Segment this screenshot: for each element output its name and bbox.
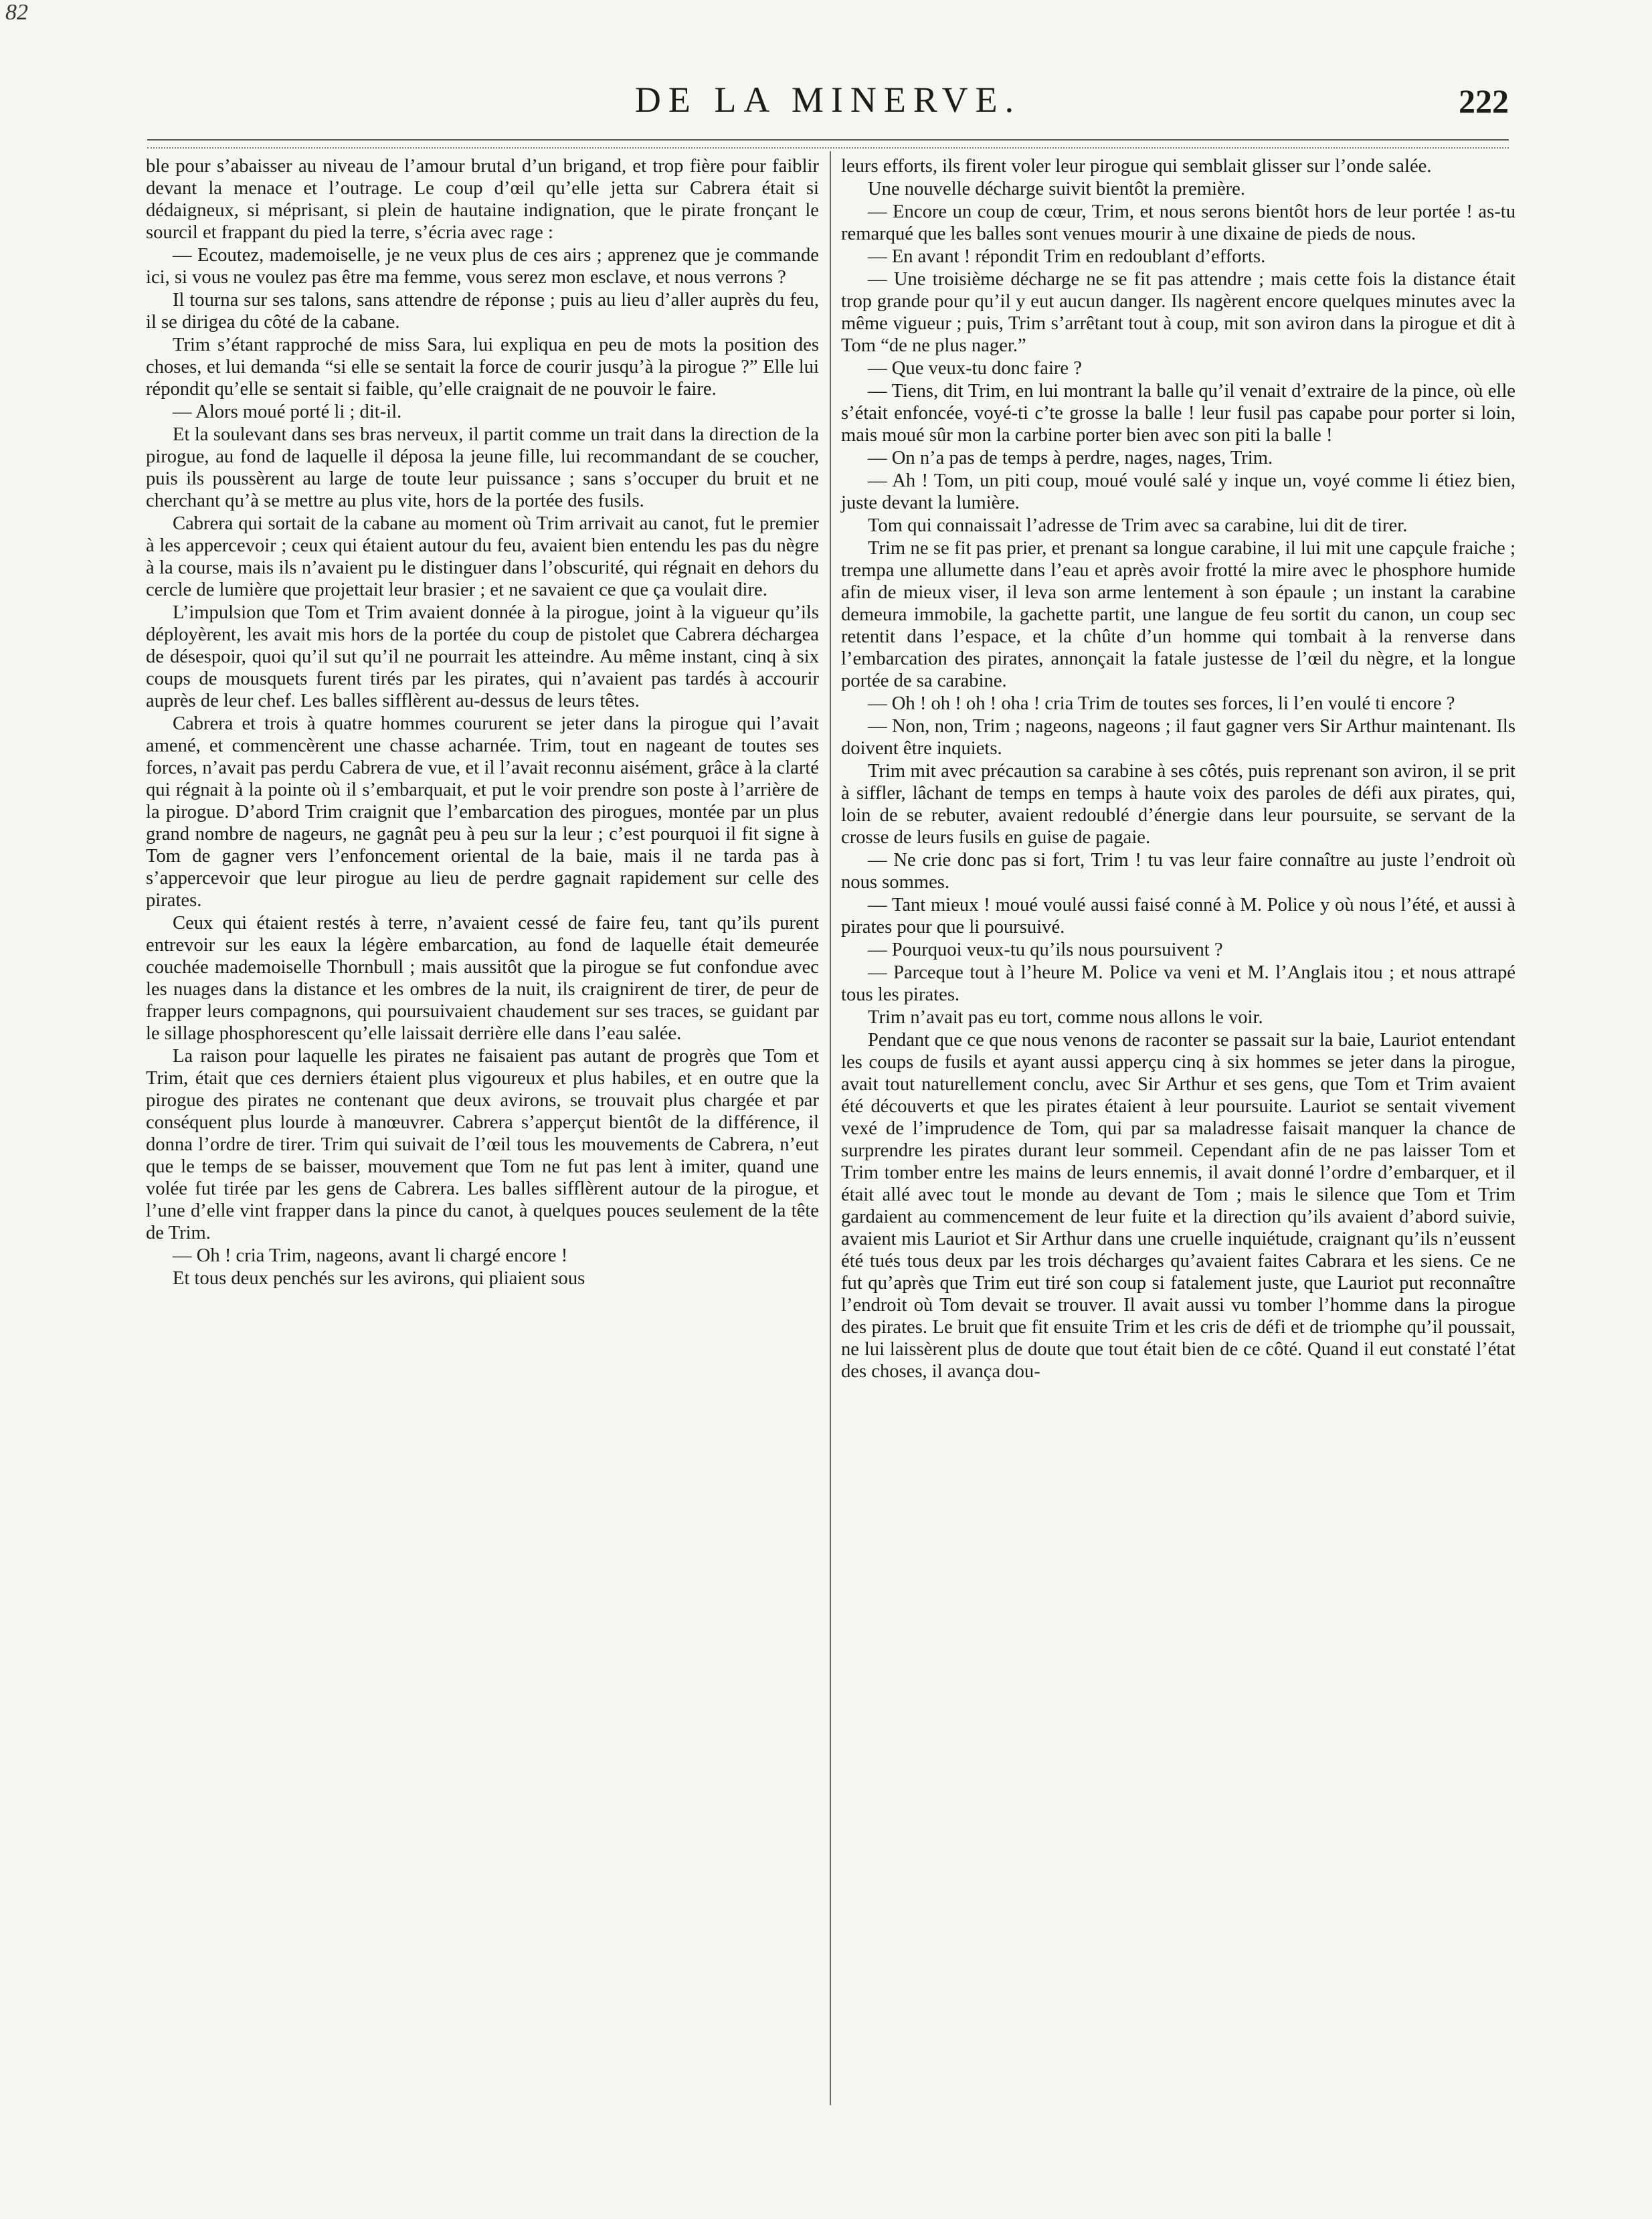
paragraph: — Tiens, dit Trim, en lui montrant la balle qu’il venait d’extraire de la pince, où elle s’était enfoncée, voyé-ti c’te grosse la balle ! leur fusil pas capabe pour porter si loin, mais moué sûr mon la carbine porter bien avec son piti la balle ! [841, 381, 1516, 446]
paragraph: — Que veux-tu donc faire ? [868, 358, 1082, 379]
paragraph: La raison pour laquelle les pirates ne faisaient pas autant de progrès que Tom et Trim, était que ces derniers étaient plus vigoureux et plus habiles, et en outre que la pirogue des pirates ne contenant que deux avirons, se trouvait plus chargée et par conséquent plus lourde à manœuvrer. Cabrera s’apperçut bientôt de la différence, il donna l’ordre de tirer. Trim qui suivait de l’œil tous les mouvements de Cabrera, n’eut que le temps de se baisser, mouvement que Tom ne fut pas lent à imiter, quand une volée fut tirée par les gens de Cabrera. Les balles sifflèrent autour de la pirogue, et l’une d’elle vint frapper dans la pince du canot, à quelques pouces seulement de la tête de Trim. [146, 1046, 819, 1243]
paragraph: — Une troisième décharge ne se fit pas attendre ; mais cette fois la distance était trop grande pour qu’il y eut aucun danger. Ils nagèrent encore quelques minutes avec la même vigueur ; puis, Trim s’arrêtant tout à coup, mit son aviron dans la pirogue et dit à Tom “de ne plus nager.” [841, 269, 1516, 356]
paragraph: Pendant que ce que nous venons de raconter se passait sur la baie, Lauriot entendant les coups de fusils et ayant aussi apperçu cinq à six hommes se jeter dans la pirogue, avait tout naturellement conclu, avec Sir Arthur et ses gens, que Tom et Trim avaient été découverts et que les pirates étaient à leur poursuite. Lauriot se sentait vivement vexé de l’imprudence de Tom, qui par sa maladresse faisait manquer la chance de surprendre les pirates durant leur sommeil. Cependant afin de ne pas laisser Tom et Trim tomber entre les mains de leurs ennemis, il avait donné l’ordre d’embarquer, et il était allé avec tout le monde au devant de Tom ; mais le silence que Tom et Trim gardaient au commencement de leur fuite et la direction qu’ils avaient d’abord suivie, avaient mis Lauriot et Sir Arthur dans une cruelle inquiétude, craignant qu’ils n’eussent été tués tous deux par les trois décharges qu’avaient faites Cabrara et les siens. Ce ne fut qu’après que Trim eut tiré son coup si fatalement juste, que Lauriot put reconnaître l’endroit où Tom devait se trouver. Il avait aussi vu tomber l’homme dans la pirogue des pirates. Le bruit que fit ensuite Trim et les cris de défi et de triomphe qu’il poussait, ne lui laissèrent plus de doute que tout était bien de ce côté. Quand il eut constaté l’état des choses, il avança dou- [841, 1030, 1516, 1382]
paragraph: — Non, non, Trim ; nageons, nageons ; il faut gagner vers Sir Arthur maintenant. Ils doivent être inquiets. [841, 716, 1516, 759]
margin-note: 82 [5, 0, 28, 25]
header-rule [147, 139, 1509, 149]
paragraph: — Oh ! oh ! oh ! oha ! cria Trim de toutes ses forces, li l’en voulé ti encore ? [868, 693, 1455, 714]
paragraph: L’impulsion que Tom et Trim avaient donnée à la pirogue, joint à la vigueur qu’ils déployèrent, les avait mis hors de la portée du coup de pistolet que Cabrera déchargea de désespoir, quoi qu’il sut qu’il ne pourrait les atteindre. Au même instant, cinq à six coups de mousquets furent tirés par les pirates, qui n’avaient pas tardés à accourir auprès de leur chef. Les balles sifflèrent au-dessus de leurs têtes. [146, 602, 819, 711]
paragraph: Cabrera et trois à quatre hommes coururent se jeter dans la pirogue qui l’avait amené, et commencèrent une chasse acharnée. Trim, tout en nageant de toutes ses forces, n’avait pas perdu Cabrera de vue, et il l’avait reconnu aisément, grâce à la clarté qui régnait à la pointe où il s’embarquait, et put le voir prendre son poste à l’arrière de la pirogue. D’abord Trim craignit que l’embarcation des pirogues, montée par un plus grand nombre de nageurs, ne gagnât peu à peu sur la leur ; c’est pourquoi il fit signe à Tom de gagner vers l’enfoncement oriental de la baie, mais il ne tarda pas à s’appercevoir que leur pirogue au lieu de perdre gagnait rapidement sur celle des pirates. [146, 713, 819, 911]
paragraph: Trim ne se fit pas prier, et prenant sa longue carabine, il lui mit une capçule fraiche ; trempa une allumette dans l’eau et après avoir frotté la mire avec le phosphore humide afin de mieux viser, il leva son arme lentement à son épaule ; un instant la carabine demeura immobile, la gachette partit, une langue de feu sortit du canon, un coup sec retentit dans l’espace, et la chûte d’un homme qui tombait à la renverse dans l’embarcation des pirates, annonçait la fatale justesse de l’œil du nègre, et la longue portée de sa carabine. [841, 538, 1516, 691]
running-title: DE LA MINERVE. [634, 80, 1022, 120]
paragraph: — Ah ! Tom, un piti coup, moué voulé salé y inque un, voyé comme li étiez bien, juste devant la lumière. [841, 470, 1516, 513]
paragraph: Tom qui connaissait l’adresse de Trim avec sa carabine, lui dit de tirer. [868, 515, 1408, 536]
left-column [146, 155, 819, 1290]
paragraph: Il tourna sur ses talons, sans attendre de réponse ; puis au lieu d’aller auprès du feu, il se dirigea du côté de la cabane. [146, 290, 819, 333]
paragraph: — Pourquoi veux-tu qu’ils nous poursuivent ? [868, 940, 1223, 960]
paragraph: — On n’a pas de temps à perdre, nages, nages, Trim. [868, 448, 1273, 468]
paragraph: — En avant ! répondit Trim en redoublant d’efforts. [868, 246, 1266, 267]
page-header [147, 79, 1509, 132]
page-number: 222 [1459, 82, 1509, 120]
paragraph: — Tant mieux ! moué voulé aussi faisé conné à M. Police y où nous l’été, et aussi à pirates pour que li poursuivé. [841, 895, 1516, 938]
paragraph: Trim mit avec précaution sa carabine à ses côtés, puis reprenant son aviron, il se prit à siffler, lâchant de temps en temps à haute voix des paroles de défi aux pirates, qui, loin de se rebuter, avaient redoublé d’énergie dans leur poursuite, se servant de la crosse de leurs fusils en guise de pagaie. [841, 761, 1516, 848]
paragraph: leurs efforts, ils firent voler leur pirogue qui semblait glisser sur l’onde salée. [841, 156, 1432, 177]
paragraph: ble pour s’abaisser au niveau de l’amour brutal d’un brigand, et trop fière pour faiblir devant la menace et l’outrage. Le coup d’œil qu’elle jetta sur Cabrera était si dédaigneux, si méprisant, si plein de hautaine indignation, que le pirate fronçant le sourcil et frappant du pied la terre, s’écria avec rage : [146, 156, 819, 243]
paragraph: Cabrera qui sortait de la cabane au moment où Trim arrivait au canot, fut le premier à les appercevoir ; ceux qui étaient autour du feu, avaient bien entendu les pas du nègre à la course, mais ils n’avaient pu le distinguer dans l’obscurité, qui régnait en dehors du cercle de lumière que projettait leur brasier ; et ne savaient ce que ça voulait dire. [146, 513, 819, 600]
paragraph: Et tous deux penchés sur les avirons, qui pliaient sous [173, 1268, 585, 1289]
paragraph: — Alors moué porté li ; dit-il. [173, 402, 402, 422]
paragraph: — Oh ! cria Trim, nageons, avant li chargé encore ! [173, 1245, 568, 1266]
paragraph: Ceux qui étaient restés à terre, n’avaient cessé de faire feu, tant qu’ils purent entrevoir sur les eaux la légère embarcation, au fond de laquelle était demeurée couchée mademoiselle Thornbull ; mais aussitôt que la pirogue se fut confondue avec les nuages dans la distance et les ombres de la nuit, ils craignirent de tirer, de peur de frapper leurs compagnons, qui poursuivaient chaudement sur ses traces, se guidant par le sillage phosphorescent qu’elle laissait derrière elle dans l’eau salée. [146, 913, 819, 1044]
paragraph: Et la soulevant dans ses bras nerveux, il partit comme un trait dans la direction de la pirogue, au fond de laquelle il déposa la jeune fille, lui recommandant de se coucher, puis ils poussèrent au large de toute leur puissance ; sans s’occuper du bruit et ne cherchant qu’à se mettre au plus vite, hors de la portée des fusils. [146, 424, 819, 511]
paragraph: — Encore un coup de cœur, Trim, et nous serons bientôt hors de leur portée ! as-tu remarqué que les balles sont venues mourir à une dixaine de pieds de nous. [841, 201, 1516, 244]
paragraph: — Ne crie donc pas si fort, Trim ! tu vas leur faire connaître au juste l’endroit où nous sommes. [841, 850, 1516, 893]
paragraph: Trim s’étant rapproché de miss Sara, lui expliqua en peu de mots la position des choses, et lui demanda “si elle se sentait la force de courir jusqu’à la pirogue ?” Elle lui répondit qu’elle se sentait si faible, qu’elle craignait de ne pouvoir le faire. [146, 335, 819, 400]
right-column [841, 155, 1516, 1383]
paragraph: — Ecoutez, mademoiselle, je ne veux plus de ces airs ; apprenez que je commande ici, si vous ne voulez pas être ma femme, vous serez mon esclave, et nous verrons ? [146, 245, 819, 288]
paragraph: Trim n’avait pas eu tort, comme nous allons le voir. [868, 1007, 1263, 1028]
column-divider [830, 151, 831, 2105]
paragraph: — Parceque tout à l’heure M. Police va veni et M. l’Anglais itou ; et nous attrapé tous les pirates. [841, 962, 1516, 1005]
paragraph: Une nouvelle décharge suivit bientôt la première. [868, 179, 1246, 199]
